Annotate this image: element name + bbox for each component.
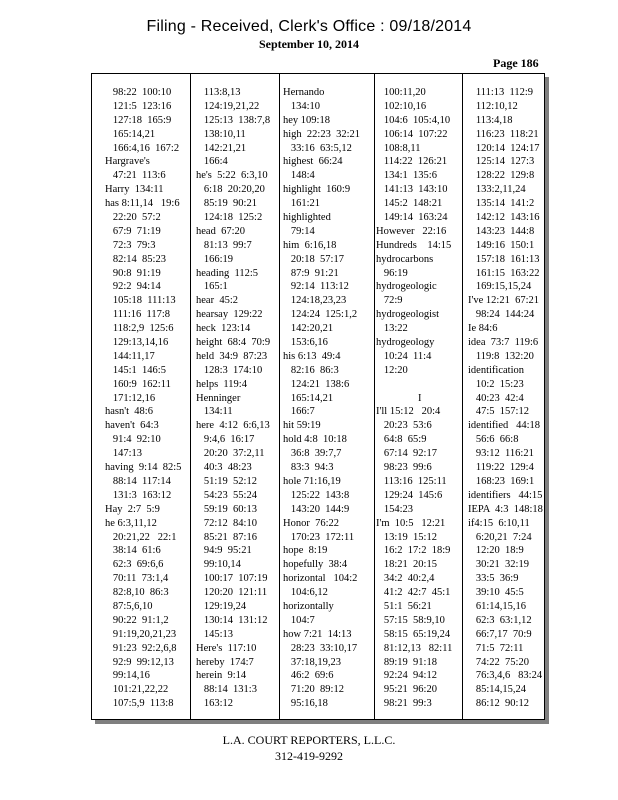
index-entry: 38:14 61:6 <box>105 545 161 557</box>
index-entry: 138:10,11 <box>196 128 246 140</box>
index-frame <box>91 73 545 720</box>
index-entry: 92:2 94:14 <box>105 281 161 293</box>
index-entry: 106:14 107:22 <box>376 128 448 140</box>
index-entry: However 22:16 <box>376 225 447 237</box>
index-entry: Honor 76:22 <box>283 517 339 529</box>
index-entry: 51:19 52:12 <box>196 475 257 487</box>
index-entry: 129:13,14,16 <box>105 337 169 349</box>
index-entry: 85:14,15,24 <box>468 684 527 696</box>
index-entry: 74:22 75:20 <box>468 656 529 668</box>
index-entry: hold 4:8 10:18 <box>283 434 347 446</box>
index-entry: 113:16 125:11 <box>376 475 447 487</box>
column-divider <box>279 74 280 719</box>
index-entry: 124:21 138:6 <box>283 378 350 390</box>
index-entry: 18:21 20:15 <box>376 559 437 571</box>
index-entry: 142:21,21 <box>196 142 247 154</box>
index-entry: 111:16 117:8 <box>105 309 171 321</box>
index-entry: 98:21 99:3 <box>376 698 432 710</box>
index-entry: 39:10 45:5 <box>468 587 524 599</box>
index-entry: has 8:11,14 19:6 <box>105 198 180 210</box>
index-column-1 <box>105 86 181 711</box>
index-entry: 40:3 48:23 <box>196 462 252 474</box>
index-entry: 20:20 37:2,11 <box>196 448 265 460</box>
index-entry: 102:10,16 <box>376 100 427 112</box>
index-entry: 81:12,13 82:11 <box>376 642 453 654</box>
index-entry: 20:18 57:17 <box>283 253 344 265</box>
index-entry: 66:7,17 70:9 <box>468 628 532 640</box>
index-entry: if4:15 6:10,11 <box>468 517 530 529</box>
index-entry: Harry 134:11 <box>105 184 164 196</box>
index-entry: 99:10,14 <box>196 559 241 571</box>
column-divider <box>374 74 375 719</box>
index-entry: 166:7 <box>283 406 315 418</box>
index-entry: 28:23 33:10,17 <box>283 642 358 654</box>
index-entry: 166:4,16 167:2 <box>105 142 180 154</box>
index-entry: 163:12 <box>196 698 234 710</box>
index-entry: 85:19 90:21 <box>196 198 257 210</box>
index-entry: height 68:4 70:9 <box>196 337 271 349</box>
index-entry: 10:24 11:4 <box>376 350 432 362</box>
index-entry: hole 71:16,19 <box>283 475 341 487</box>
index-entry: 104:6 105:4,10 <box>376 114 451 126</box>
index-entry: 142:20,21 <box>283 323 334 335</box>
index-column-2 <box>196 86 270 711</box>
index-entry: 95:21 96:20 <box>376 684 437 696</box>
index-entry: 16:2 17:2 18:9 <box>376 545 451 557</box>
index-entry: 121:5 123:16 <box>105 100 172 112</box>
index-entry: idea 73:7 119:6 <box>468 337 539 349</box>
index-entry: 62:3 63:1,12 <box>468 614 532 626</box>
index-entry: how 7:21 14:13 <box>283 628 352 640</box>
index-entry: 166:19 <box>196 253 234 265</box>
index-entry: 54:23 55:24 <box>196 489 257 501</box>
index-entry: 20:21,22 22:1 <box>105 531 177 543</box>
index-entry: 154:23 <box>376 503 414 515</box>
index-entry: 124:18,23,23 <box>283 295 347 307</box>
index-entry: 166:4 <box>196 156 228 168</box>
index-entry: head 67:20 <box>196 225 245 237</box>
index-column-3 <box>283 86 360 711</box>
index-entry: 135:14 141:2 <box>468 198 535 210</box>
index-entry: 130:14 131:12 <box>196 614 268 626</box>
index-entry: 33:5 36:9 <box>468 573 519 585</box>
index-entry: 6:18 20:20,20 <box>196 184 265 196</box>
index-entry: 87:9 91:21 <box>283 267 339 279</box>
index-entry: high 22:23 32:21 <box>283 128 361 140</box>
index-entry: 90:8 91:19 <box>105 267 161 279</box>
index-entry: 83:3 94:3 <box>283 462 334 474</box>
index-entry: horizontally <box>283 600 334 612</box>
index-entry: 91:19,20,21,23 <box>105 628 177 640</box>
index-entry: he 6:3,11,12 <box>105 517 157 529</box>
index-entry: 58:15 65:19,24 <box>376 628 451 640</box>
index-entry: 40:23 42:4 <box>468 392 524 404</box>
index-entry: 119:22 129:4 <box>468 462 534 474</box>
index-entry: 108:8,11 <box>376 142 421 154</box>
index-entry: Henninger <box>196 392 241 404</box>
index-entry: 88:14 117:14 <box>105 475 171 487</box>
index-entry: 81:13 99:7 <box>196 239 252 251</box>
index-entry: I'll 15:12 20:4 <box>376 406 441 418</box>
index-entry: 6:20,21 7:24 <box>468 531 532 543</box>
index-entry: 87:5,6,10 <box>105 600 153 612</box>
index-entry: 67:14 92:17 <box>376 448 437 460</box>
index-entry: 62:3 69:6,6 <box>105 559 164 571</box>
index-entry: 71:5 72:11 <box>468 642 524 654</box>
index-entry: 149:16 150:1 <box>468 239 535 251</box>
index-entry: I'm 10:5 12:21 <box>376 517 446 529</box>
index-entry: 105:18 111:13 <box>105 295 176 307</box>
index-entry: 148:4 <box>283 170 315 182</box>
footer-phone: 312-419-9292 <box>275 749 343 763</box>
index-entry: hydrocarbons <box>376 253 434 265</box>
document-date: September 10, 2014 <box>258 37 360 51</box>
index-entry: 96:19 <box>376 267 408 279</box>
index-entry: 165:14,21 <box>283 392 334 404</box>
index-entry: hydrogeologic <box>376 281 437 293</box>
index-entry: 82:16 86:3 <box>283 364 339 376</box>
index-entry: 98:22 100:10 <box>105 87 172 98</box>
index-entry: 86:12 90:12 <box>468 698 529 710</box>
index-entry: 144:11,17 <box>105 350 155 362</box>
index-entry: 90:22 91:1,2 <box>105 614 169 626</box>
index-entry: 107:5,9 113:8 <box>105 698 174 710</box>
index-entry: 134:11 <box>196 406 233 418</box>
index-entry: 72:12 84:10 <box>196 517 257 529</box>
index-entry: 95:16,18 <box>283 698 328 710</box>
index-entry: 34:2 40:2,4 <box>376 573 435 585</box>
index-entry: 170:23 172:11 <box>283 531 355 543</box>
index-entry: 91:4 92:10 <box>105 434 161 446</box>
index-column-5 <box>468 86 543 711</box>
index-entry: 101:21,22,22 <box>105 684 169 696</box>
index-entry: hasn't 48:6 <box>105 406 153 418</box>
index-entry: 145:2 148:21 <box>376 198 443 210</box>
index-entry: 141:13 143:10 <box>376 184 448 196</box>
index-entry: 145:13 <box>196 628 234 640</box>
index-entry: 13:22 <box>376 323 408 335</box>
index-entry: heading 112:5 <box>196 267 259 279</box>
index-entry: 124:24 125:1,2 <box>283 309 358 321</box>
index-entry: 134:10 <box>283 100 321 112</box>
index-entry: 20:23 53:6 <box>376 420 432 432</box>
index-entry: hear 45:2 <box>196 295 238 307</box>
index-entry: 131:3 163:12 <box>105 489 172 501</box>
index-entry: 71:20 89:12 <box>283 684 344 696</box>
index-entry: 47:21 113:6 <box>105 170 166 182</box>
index-entry: 100:17 107:19 <box>196 573 268 585</box>
index-entry: Hernando <box>283 87 325 98</box>
index-entry: 33:16 63:5,12 <box>283 142 352 154</box>
index-entry: 147:13 <box>105 448 143 460</box>
index-entry: 100:11,20 <box>376 87 426 98</box>
index-entry: 120:20 121:11 <box>196 587 268 599</box>
index-entry: held 34:9 87:23 <box>196 350 268 362</box>
index-entry: 76:3,4,6 83:24 <box>468 670 543 682</box>
index-entry: 47:5 157:12 <box>468 406 529 418</box>
index-entry: Hargrave's <box>105 156 150 168</box>
index-entry: 160:9 162:11 <box>105 378 171 390</box>
index-entry: Ie 84:6 <box>468 323 498 335</box>
index-entry: 92:9 99:12,13 <box>105 656 174 668</box>
index-entry: 82:14 85:23 <box>105 253 166 265</box>
index-entry: hearsay 129:22 <box>196 309 263 321</box>
index-entry: 125:22 143:8 <box>283 489 350 501</box>
index-entry: 56:6 66:8 <box>468 434 519 446</box>
index-entry: 12:20 18:9 <box>468 545 524 557</box>
index-entry: 41:2 42:7 45:1 <box>376 587 451 599</box>
index-entry: 92:24 94:12 <box>376 670 437 682</box>
index-entry: Hay 2:7 5:9 <box>105 503 160 515</box>
index-entry: 157:18 161:13 <box>468 253 540 265</box>
index-entry: identified 44:18 <box>468 420 541 432</box>
index-entry: hope 8:19 <box>283 545 328 557</box>
index-entry <box>376 378 452 392</box>
index-entry: 161:15 163:22 <box>468 267 540 279</box>
index-entry: 128:22 129:8 <box>468 170 535 182</box>
index-entry: 72:3 79:3 <box>105 239 156 251</box>
index-entry: highest 66:24 <box>283 156 343 168</box>
index-entry: 119:8 132:20 <box>468 350 534 362</box>
index-entry: hydrogeologist <box>376 309 439 321</box>
index-entry: hey 109:18 <box>283 114 330 126</box>
index-entry: I <box>376 392 422 404</box>
index-entry: Here's 117:10 <box>196 642 257 654</box>
index-entry: hopefully 38:4 <box>283 559 348 571</box>
index-entry: 64:8 65:9 <box>376 434 427 446</box>
index-entry: 133:2,11,24 <box>468 184 526 196</box>
index-entry: 91:23 92:2,6,8 <box>105 642 177 654</box>
index-entry: 98:23 99:6 <box>376 462 432 474</box>
index-column-4 <box>376 86 452 711</box>
index-entry: 10:2 15:23 <box>468 378 524 390</box>
index-entry: heck 123:14 <box>196 323 251 335</box>
index-entry: 104:6,12 <box>283 587 328 599</box>
index-entry: 143:23 144:8 <box>468 225 535 237</box>
index-entry: 46:2 69:6 <box>283 670 334 682</box>
index-entry: 142:12 143:16 <box>468 212 540 224</box>
index-entry: 89:19 91:18 <box>376 656 437 668</box>
index-entry: 165:1 <box>196 281 228 293</box>
index-entry: 120:14 124:17 <box>468 142 540 154</box>
index-entry: 165:14,21 <box>105 128 156 140</box>
index-entry: 92:14 113:12 <box>283 281 349 293</box>
index-entry: 168:23 169:1 <box>468 475 535 487</box>
index-entry: 72:9 <box>376 295 403 307</box>
index-entry: 113:4,18 <box>468 114 513 126</box>
index-entry: 37:18,19,23 <box>283 656 342 668</box>
index-entry: his 6:13 49:4 <box>283 350 341 362</box>
index-entry: 79:14 <box>283 225 315 237</box>
index-entry: 145:1 146:5 <box>105 364 166 376</box>
index-entry: 124:19,21,22 <box>196 100 260 112</box>
index-entry: 61:14,15,16 <box>468 600 527 612</box>
index-entry: 171:12,16 <box>105 392 156 404</box>
index-entry: 127:18 165:9 <box>105 114 172 126</box>
page-number: Page 186 <box>493 56 539 70</box>
index-entry: 114:22 126:21 <box>376 156 448 168</box>
index-entry: 149:14 163:24 <box>376 212 448 224</box>
index-entry: 9:4,6 16:17 <box>196 434 255 446</box>
filing-stamp: Filing - Received, Clerk's Office : 09/18/2014 <box>146 18 472 35</box>
index-entry: 113:8,13 <box>196 87 241 98</box>
index-entry: 125:13 138:7,8 <box>196 114 271 126</box>
index-entry: 124:18 125:2 <box>196 212 263 224</box>
index-entry: 22:20 57:2 <box>105 212 161 224</box>
index-entry: 36:8 39:7,7 <box>283 448 342 460</box>
index-entry: 12:20 <box>376 364 408 376</box>
footer-company: L.A. COURT REPORTERS, L.L.C. <box>222 733 396 747</box>
index-entry: 94:9 95:21 <box>196 545 252 557</box>
index-entry: 125:14 127:3 <box>468 156 535 168</box>
index-entry: 99:14,16 <box>105 670 150 682</box>
index-entry: 169:15,15,24 <box>468 281 532 293</box>
index-entry: 67:9 71:19 <box>105 225 161 237</box>
index-entry: 30:21 32:19 <box>468 559 529 571</box>
index-entry: 143:20 144:9 <box>283 503 350 515</box>
index-entry: 118:2,9 125:6 <box>105 323 174 335</box>
index-entry: 98:24 144:24 <box>468 309 535 321</box>
index-entry: horizontal 104:2 <box>283 573 358 585</box>
index-entry: highlighted <box>283 212 331 224</box>
index-entry: 93:12 116:21 <box>468 448 534 460</box>
index-entry: Hundreds 14:15 <box>376 239 452 251</box>
column-divider <box>462 74 463 719</box>
index-entry: 59:19 60:13 <box>196 503 257 515</box>
index-entry: IEPA 4:3 148:18 <box>468 503 543 515</box>
index-entry: hereby 174:7 <box>196 656 254 668</box>
index-entry: haven't 64:3 <box>105 420 159 432</box>
index-entry: hit 59:19 <box>283 420 321 432</box>
index-entry: here 4:12 6:6,13 <box>196 420 270 432</box>
index-entry: 85:21 87:16 <box>196 531 257 543</box>
index-entry: herein 9:14 <box>196 670 247 682</box>
index-entry: I've 12:21 67:21 <box>468 295 540 307</box>
index-entry: hydrogeology <box>376 337 435 349</box>
index-entry: identification <box>468 364 524 376</box>
index-entry: 112:10,12 <box>468 100 518 112</box>
index-entry: 51:1 56:21 <box>376 600 432 612</box>
index-entry: 88:14 131:3 <box>196 684 257 696</box>
index-entry: 70:11 73:1,4 <box>105 573 169 585</box>
index-entry: helps 119:4 <box>196 378 247 390</box>
index-entry: highlight 160:9 <box>283 184 351 196</box>
index-entry: 161:21 <box>283 198 321 210</box>
index-entry: him 6:16,18 <box>283 239 337 251</box>
index-entry: having 9:14 82:5 <box>105 462 182 474</box>
index-entry: 111:13 112:9 <box>468 87 534 98</box>
index-entry: he's 5:22 6:3,10 <box>196 170 268 182</box>
column-divider <box>190 74 191 719</box>
index-entry: 153:6,16 <box>283 337 328 349</box>
index-entry: 128:3 174:10 <box>196 364 263 376</box>
index-entry: 129:24 145:6 <box>376 489 443 501</box>
index-entry: 82:8,10 86:3 <box>105 587 169 599</box>
index-entry: identifiers 44:15 <box>468 489 543 501</box>
index-entry: 129:19,24 <box>196 600 247 612</box>
index-entry: 134:1 135:6 <box>376 170 437 182</box>
index-entry: 104:7 <box>283 614 315 626</box>
index-entry: 116:23 118:21 <box>468 128 539 140</box>
index-entry: 13:19 15:12 <box>376 531 437 543</box>
index-entry: 57:15 58:9,10 <box>376 614 445 626</box>
